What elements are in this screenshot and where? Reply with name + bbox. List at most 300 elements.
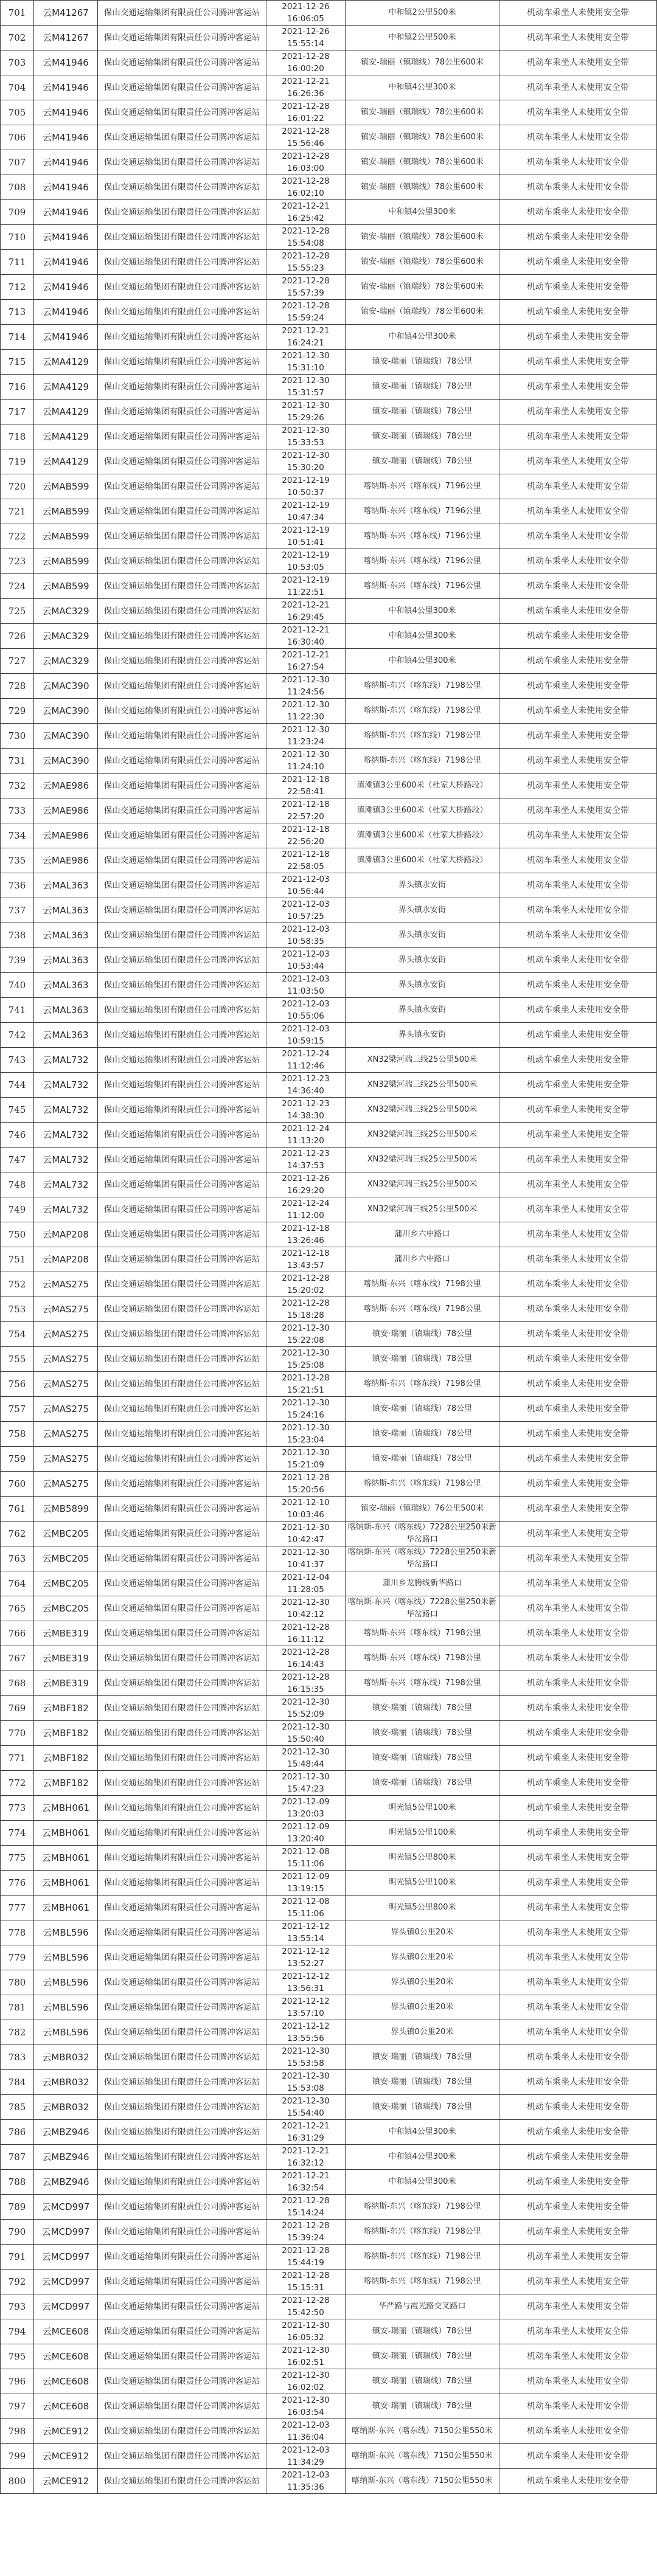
organization-cell: 保山交通运输集团有限责任公司腾冲客运站 bbox=[98, 1023, 266, 1048]
row-number-cell: 790 bbox=[1, 2220, 34, 2245]
location-cell: 镇安-瑞丽（镇瑞线）78公里600米 bbox=[346, 275, 499, 300]
violation-type-cell: 机动车乘坐人未使用安全带 bbox=[499, 549, 657, 574]
plate-number-cell: 云MAS275 bbox=[34, 1347, 98, 1372]
location-cell: XN32梁河瑞三线25公里500米 bbox=[346, 1073, 499, 1098]
plate-number-cell: 云MCD997 bbox=[34, 2294, 98, 2319]
organization-cell: 保山交通运输集团有限责任公司腾冲客运站 bbox=[98, 1148, 266, 1172]
violation-type-cell: 机动车乘坐人未使用安全带 bbox=[499, 699, 657, 724]
table-row bbox=[1, 2045, 657, 2070]
violation-type-cell: 机动车乘坐人未使用安全带 bbox=[499, 1771, 657, 1796]
plate-number-cell: 云MAB599 bbox=[34, 474, 98, 499]
plate-number-cell: 云MAC390 bbox=[34, 674, 98, 699]
table-row bbox=[1, 1871, 657, 1896]
violation-time-cell: 2021-12-30 15:30:20 bbox=[266, 449, 346, 474]
violation-time-cell: 2021-12-30 15:23:04 bbox=[266, 1422, 346, 1447]
plate-number-cell: 云M41946 bbox=[34, 300, 98, 325]
location-cell: 喀纳斯-东兴（喀东线）7228公里250米新华岔路口 bbox=[346, 1522, 499, 1546]
location-cell: 喀纳斯-东兴（喀东线）7150公里550米 bbox=[346, 2444, 499, 2469]
row-number-cell: 787 bbox=[1, 2145, 34, 2170]
table-row bbox=[1, 1721, 657, 1746]
location-cell: 中和镇4公里300米 bbox=[346, 2170, 499, 2195]
row-number-cell: 793 bbox=[1, 2294, 34, 2319]
organization-cell: 保山交通运输集团有限责任公司腾冲客运站 bbox=[98, 1247, 266, 1272]
plate-number-cell: 云MBC205 bbox=[34, 1571, 98, 1596]
location-cell: 喀纳斯-东兴（喀东线）7228公里250米新华岔路口 bbox=[346, 1546, 499, 1571]
table-row bbox=[1, 2419, 657, 2444]
plate-number-cell: 云M41946 bbox=[34, 200, 98, 225]
plate-number-cell: 云MBH061 bbox=[34, 1796, 98, 1821]
plate-number-cell: 云MBH061 bbox=[34, 1871, 98, 1896]
violation-time-cell: 2021-12-30 15:54:40 bbox=[266, 2095, 346, 2120]
table-row bbox=[1, 923, 657, 948]
table-row bbox=[1, 973, 657, 998]
violation-time-cell: 2021-12-18 13:26:46 bbox=[266, 1222, 346, 1247]
violation-type-cell: 机动车乘坐人未使用安全带 bbox=[499, 2419, 657, 2444]
organization-cell: 保山交通运输集团有限责任公司腾冲客运站 bbox=[98, 948, 266, 973]
plate-number-cell: 云MCD997 bbox=[34, 2195, 98, 2220]
location-cell: 蒲川乡六中路口 bbox=[346, 1222, 499, 1247]
plate-number-cell: 云MAL732 bbox=[34, 1073, 98, 1098]
violation-time-cell: 2021-12-30 11:24:10 bbox=[266, 749, 346, 774]
plate-number-cell: 云MBF182 bbox=[34, 1771, 98, 1796]
organization-cell: 保山交通运输集团有限责任公司腾冲客运站 bbox=[98, 1048, 266, 1073]
violation-type-cell: 机动车乘坐人未使用安全带 bbox=[499, 1696, 657, 1721]
organization-cell: 保山交通运输集团有限责任公司腾冲客运站 bbox=[98, 823, 266, 848]
table-row bbox=[1, 898, 657, 923]
location-cell: 镇安-瑞丽（镇瑞线）78公里 bbox=[346, 1447, 499, 1472]
table-row bbox=[1, 2195, 657, 2220]
violation-type-cell: 机动车乘坐人未使用安全带 bbox=[499, 275, 657, 300]
violation-type-cell: 机动车乘坐人未使用安全带 bbox=[499, 998, 657, 1023]
organization-cell: 保山交通运输集团有限责任公司腾冲客运站 bbox=[98, 1297, 266, 1322]
organization-cell: 保山交通运输集团有限责任公司腾冲客运站 bbox=[98, 2170, 266, 2195]
violation-time-cell: 2021-12-12 13:56:31 bbox=[266, 1970, 346, 1995]
organization-cell: 保山交通运输集团有限责任公司腾冲客运站 bbox=[98, 1422, 266, 1447]
violation-type-cell: 机动车乘坐人未使用安全带 bbox=[499, 1596, 657, 1621]
row-number-cell: 762 bbox=[1, 1522, 34, 1546]
row-number-cell: 744 bbox=[1, 1073, 34, 1098]
violation-time-cell: 2021-12-30 16:02:02 bbox=[266, 2369, 346, 2394]
violation-time-cell: 2021-12-28 16:03:00 bbox=[266, 150, 346, 175]
row-number-cell: 717 bbox=[1, 400, 34, 424]
organization-cell: 保山交通运输集团有限责任公司腾冲客运站 bbox=[98, 1222, 266, 1247]
location-cell: 喀纳斯-东兴（喀东线）7196公里 bbox=[346, 499, 499, 524]
violation-type-cell: 机动车乘坐人未使用安全带 bbox=[499, 1222, 657, 1247]
violation-time-cell: 2021-12-28 15:21:51 bbox=[266, 1372, 346, 1397]
plate-number-cell: 云M41946 bbox=[34, 275, 98, 300]
table-row bbox=[1, 774, 657, 798]
plate-number-cell: 云MAL732 bbox=[34, 1148, 98, 1172]
location-cell: 镇安-瑞丽（镇瑞线）78公里600米 bbox=[346, 50, 499, 75]
organization-cell: 保山交通运输集团有限责任公司腾冲客运站 bbox=[98, 599, 266, 624]
plate-number-cell: 云MBH061 bbox=[34, 1821, 98, 1846]
location-cell: 镇安-瑞丽（镇瑞线）78公里 bbox=[346, 1771, 499, 1796]
organization-cell: 保山交通运输集团有限责任公司腾冲客运站 bbox=[98, 2294, 266, 2319]
row-number-cell: 734 bbox=[1, 823, 34, 848]
plate-number-cell: 云M41946 bbox=[34, 250, 98, 275]
plate-number-cell: 云MB5899 bbox=[34, 1497, 98, 1522]
organization-cell: 保山交通运输集团有限责任公司腾冲客运站 bbox=[98, 1846, 266, 1871]
table-row bbox=[1, 1896, 657, 1920]
row-number-cell: 782 bbox=[1, 2020, 34, 2045]
violation-time-cell: 2021-12-30 15:53:08 bbox=[266, 2070, 346, 2095]
violation-time-cell: 2021-12-12 13:55:56 bbox=[266, 2020, 346, 2045]
row-number-cell: 715 bbox=[1, 350, 34, 375]
violation-time-cell: 2021-12-03 11:34:29 bbox=[266, 2444, 346, 2469]
table-row bbox=[1, 2120, 657, 2145]
violation-type-cell: 机动车乘坐人未使用安全带 bbox=[499, 2245, 657, 2270]
plate-number-cell: 云MAE986 bbox=[34, 823, 98, 848]
plate-number-cell: 云MAL363 bbox=[34, 998, 98, 1023]
plate-number-cell: 云MAC329 bbox=[34, 624, 98, 649]
table-row bbox=[1, 1497, 657, 1522]
violation-time-cell: 2021-12-03 10:57:25 bbox=[266, 898, 346, 923]
violation-time-cell: 2021-12-09 13:20:40 bbox=[266, 1821, 346, 1846]
table-row bbox=[1, 674, 657, 699]
row-number-cell: 775 bbox=[1, 1846, 34, 1871]
row-number-cell: 740 bbox=[1, 973, 34, 998]
organization-cell: 保山交通运输集团有限责任公司腾冲客运站 bbox=[98, 2394, 266, 2419]
table-row bbox=[1, 1, 657, 26]
location-cell: 中和镇2公里500米 bbox=[346, 1, 499, 26]
violation-type-cell: 机动车乘坐人未使用安全带 bbox=[499, 1048, 657, 1073]
table-row bbox=[1, 724, 657, 749]
violation-time-cell: 2021-12-30 11:22:30 bbox=[266, 699, 346, 724]
violation-time-cell: 2021-12-19 11:22:51 bbox=[266, 574, 346, 599]
violation-type-cell: 机动车乘坐人未使用安全带 bbox=[499, 2170, 657, 2195]
row-number-cell: 727 bbox=[1, 649, 34, 674]
violation-time-cell: 2021-12-26 16:29:20 bbox=[266, 1172, 346, 1197]
plate-number-cell: 云MAE986 bbox=[34, 774, 98, 798]
plate-number-cell: 云MCD997 bbox=[34, 2220, 98, 2245]
organization-cell: 保山交通运输集团有限责任公司腾冲客运站 bbox=[98, 300, 266, 325]
plate-number-cell: 云MBE319 bbox=[34, 1646, 98, 1671]
organization-cell: 保山交通运输集团有限责任公司腾冲客运站 bbox=[98, 100, 266, 125]
location-cell: 界头镇0公里20米 bbox=[346, 1970, 499, 1995]
table-row bbox=[1, 1646, 657, 1671]
table-row bbox=[1, 1322, 657, 1347]
plate-number-cell: 云MAP208 bbox=[34, 1222, 98, 1247]
plate-number-cell: 云MBL596 bbox=[34, 1970, 98, 1995]
row-number-cell: 737 bbox=[1, 898, 34, 923]
row-number-cell: 757 bbox=[1, 1397, 34, 1422]
organization-cell: 保山交通运输集团有限责任公司腾冲客运站 bbox=[98, 649, 266, 674]
plate-number-cell: 云MBZ946 bbox=[34, 2170, 98, 2195]
violation-time-cell: 2021-12-28 15:20:02 bbox=[266, 1272, 346, 1297]
violation-type-cell: 机动车乘坐人未使用安全带 bbox=[499, 2145, 657, 2170]
plate-number-cell: 云MAL732 bbox=[34, 1172, 98, 1197]
violation-time-cell: 2021-12-28 15:56:46 bbox=[266, 125, 346, 150]
plate-number-cell: 云MA4129 bbox=[34, 350, 98, 375]
violation-type-cell: 机动车乘坐人未使用安全带 bbox=[499, 300, 657, 325]
location-cell: 镇安-瑞丽（镇瑞线）78公里 bbox=[346, 2369, 499, 2394]
organization-cell: 保山交通运输集团有限责任公司腾冲客运站 bbox=[98, 1920, 266, 1945]
table-row bbox=[1, 449, 657, 474]
row-number-cell: 711 bbox=[1, 250, 34, 275]
violation-type-cell: 机动车乘坐人未使用安全带 bbox=[499, 649, 657, 674]
organization-cell: 保山交通运输集团有限责任公司腾冲客运站 bbox=[98, 125, 266, 150]
violation-time-cell: 2021-12-19 10:50:37 bbox=[266, 474, 346, 499]
violation-type-cell: 机动车乘坐人未使用安全带 bbox=[499, 574, 657, 599]
row-number-cell: 731 bbox=[1, 749, 34, 774]
table-row bbox=[1, 2145, 657, 2170]
violation-type-cell: 机动车乘坐人未使用安全带 bbox=[499, 1397, 657, 1422]
violation-time-cell: 2021-12-28 16:00:20 bbox=[266, 50, 346, 75]
location-cell: 界头镇0公里20米 bbox=[346, 1945, 499, 1970]
location-cell: 中和镇4公里300米 bbox=[346, 624, 499, 649]
table-row bbox=[1, 2095, 657, 2120]
violation-type-cell: 机动车乘坐人未使用安全带 bbox=[499, 1846, 657, 1871]
violation-time-cell: 2021-12-28 15:42:50 bbox=[266, 2294, 346, 2319]
table-row bbox=[1, 2469, 657, 2494]
row-number-cell: 774 bbox=[1, 1821, 34, 1846]
violation-time-cell: 2021-12-28 16:11:12 bbox=[266, 1621, 346, 1646]
violation-type-cell: 机动车乘坐人未使用安全带 bbox=[499, 499, 657, 524]
table-row bbox=[1, 1472, 657, 1497]
row-number-cell: 708 bbox=[1, 175, 34, 200]
violation-time-cell: 2021-12-30 15:53:58 bbox=[266, 2045, 346, 2070]
location-cell: 界头镇0公里20米 bbox=[346, 1920, 499, 1945]
violation-time-cell: 2021-12-23 14:38:30 bbox=[266, 1098, 346, 1123]
violation-type-cell: 机动车乘坐人未使用安全带 bbox=[499, 848, 657, 873]
plate-number-cell: 云MBZ946 bbox=[34, 2145, 98, 2170]
violation-time-cell: 2021-12-21 16:30:40 bbox=[266, 624, 346, 649]
violation-type-cell: 机动车乘坐人未使用安全带 bbox=[499, 2444, 657, 2469]
location-cell: XN32梁河瑞三线25公里500米 bbox=[346, 1098, 499, 1123]
row-number-cell: 769 bbox=[1, 1696, 34, 1721]
organization-cell: 保山交通运输集团有限责任公司腾冲客运站 bbox=[98, 674, 266, 699]
row-number-cell: 759 bbox=[1, 1447, 34, 1472]
organization-cell: 保山交通运输集团有限责任公司腾冲客运站 bbox=[98, 1, 266, 26]
plate-number-cell: 云MAB599 bbox=[34, 524, 98, 549]
violation-type-cell: 机动车乘坐人未使用安全带 bbox=[499, 2220, 657, 2245]
row-number-cell: 751 bbox=[1, 1247, 34, 1272]
organization-cell: 保山交通运输集团有限责任公司腾冲客运站 bbox=[98, 1896, 266, 1920]
plate-number-cell: 云MCE608 bbox=[34, 2394, 98, 2419]
row-number-cell: 738 bbox=[1, 923, 34, 948]
organization-cell: 保山交通运输集团有限责任公司腾冲客运站 bbox=[98, 1646, 266, 1671]
location-cell: 镇安-瑞丽（镇瑞线）78公里 bbox=[346, 2095, 499, 2120]
table-row bbox=[1, 200, 657, 225]
row-number-cell: 792 bbox=[1, 2270, 34, 2294]
plate-number-cell: 云M41946 bbox=[34, 150, 98, 175]
organization-cell: 保山交通运输集团有限责任公司腾冲客运站 bbox=[98, 1696, 266, 1721]
location-cell: 滇滩镇3公里600米（杜家大桥路段） bbox=[346, 798, 499, 823]
organization-cell: 保山交通运输集团有限责任公司腾冲客运站 bbox=[98, 774, 266, 798]
violation-time-cell: 2021-12-04 11:28:05 bbox=[266, 1571, 346, 1596]
row-number-cell: 766 bbox=[1, 1621, 34, 1646]
location-cell: 喀纳斯-东兴（喀东线）7198公里 bbox=[346, 1646, 499, 1671]
location-cell: 滇滩镇3公里600米（杜家大桥路段） bbox=[346, 774, 499, 798]
table-row bbox=[1, 2245, 657, 2270]
location-cell: 镇安-瑞丽（镇瑞线）78公里 bbox=[346, 1322, 499, 1347]
organization-cell: 保山交通运输集团有限责任公司腾冲客运站 bbox=[98, 1098, 266, 1123]
violation-type-cell: 机动车乘坐人未使用安全带 bbox=[499, 75, 657, 100]
location-cell: 喀纳斯-东兴（喀东线）7198公里 bbox=[346, 749, 499, 774]
organization-cell: 保山交通运输集团有限责任公司腾冲客运站 bbox=[98, 1497, 266, 1522]
plate-number-cell: 云MAL363 bbox=[34, 873, 98, 898]
violation-time-cell: 2021-12-21 16:32:12 bbox=[266, 2145, 346, 2170]
table-row bbox=[1, 1023, 657, 1048]
location-cell: XN32梁河瑞三线25公里500米 bbox=[346, 1197, 499, 1222]
violation-type-cell: 机动车乘坐人未使用安全带 bbox=[499, 1447, 657, 1472]
table-row bbox=[1, 2394, 657, 2419]
row-number-cell: 728 bbox=[1, 674, 34, 699]
violation-type-cell: 机动车乘坐人未使用安全带 bbox=[499, 898, 657, 923]
location-cell: 界头镇永安街 bbox=[346, 873, 499, 898]
organization-cell: 保山交通运输集团有限责任公司腾冲客运站 bbox=[98, 1073, 266, 1098]
location-cell: 镇安-瑞丽（镇瑞线）78公里600米 bbox=[346, 125, 499, 150]
row-number-cell: 736 bbox=[1, 873, 34, 898]
table-row bbox=[1, 1073, 657, 1098]
location-cell: 喀纳斯-东兴（喀东线）7198公里 bbox=[346, 2195, 499, 2220]
organization-cell: 保山交通运输集团有限责任公司腾冲客运站 bbox=[98, 2469, 266, 2494]
location-cell: 喀纳斯-东兴（喀东线）7198公里 bbox=[346, 2220, 499, 2245]
row-number-cell: 713 bbox=[1, 300, 34, 325]
table-row bbox=[1, 125, 657, 150]
row-number-cell: 754 bbox=[1, 1322, 34, 1347]
table-row bbox=[1, 250, 657, 275]
plate-number-cell: 云MAC390 bbox=[34, 699, 98, 724]
row-number-cell: 795 bbox=[1, 2344, 34, 2369]
violation-type-cell: 机动车乘坐人未使用安全带 bbox=[499, 1, 657, 26]
table-row bbox=[1, 2294, 657, 2319]
row-number-cell: 778 bbox=[1, 1920, 34, 1945]
table-row bbox=[1, 100, 657, 125]
organization-cell: 保山交通运输集团有限责任公司腾冲客运站 bbox=[98, 400, 266, 424]
location-cell: 镇安-瑞丽（镇瑞线）78公里 bbox=[346, 2045, 499, 2070]
location-cell: 中和镇4公里300米 bbox=[346, 75, 499, 100]
table-row bbox=[1, 1671, 657, 1696]
location-cell: 中和镇4公里300米 bbox=[346, 599, 499, 624]
table-row bbox=[1, 1596, 657, 1621]
plate-number-cell: 云MCE912 bbox=[34, 2419, 98, 2444]
violation-type-cell: 机动车乘坐人未使用安全带 bbox=[499, 1796, 657, 1821]
violation-time-cell: 2021-12-23 14:37:53 bbox=[266, 1148, 346, 1172]
violation-type-cell: 机动车乘坐人未使用安全带 bbox=[499, 2270, 657, 2294]
violation-time-cell: 2021-12-19 10:51:41 bbox=[266, 524, 346, 549]
violation-type-cell: 机动车乘坐人未使用安全带 bbox=[499, 624, 657, 649]
plate-number-cell: 云MBH061 bbox=[34, 1846, 98, 1871]
plate-number-cell: 云MA4129 bbox=[34, 375, 98, 400]
violation-type-cell: 机动车乘坐人未使用安全带 bbox=[499, 1721, 657, 1746]
organization-cell: 保山交通运输集团有限责任公司腾冲客运站 bbox=[98, 2419, 266, 2444]
table-row bbox=[1, 2170, 657, 2195]
violation-time-cell: 2021-12-18 22:58:41 bbox=[266, 774, 346, 798]
organization-cell: 保山交通运输集团有限责任公司腾冲客运站 bbox=[98, 1197, 266, 1222]
plate-number-cell: 云MAC390 bbox=[34, 724, 98, 749]
table-row bbox=[1, 1696, 657, 1721]
organization-cell: 保山交通运输集团有限责任公司腾冲客运站 bbox=[98, 2245, 266, 2270]
table-row bbox=[1, 275, 657, 300]
violation-time-cell: 2021-12-24 11:13:20 bbox=[266, 1123, 346, 1148]
row-number-cell: 755 bbox=[1, 1347, 34, 1372]
plate-number-cell: 云MBL596 bbox=[34, 2020, 98, 2045]
organization-cell: 保山交通运输集团有限责任公司腾冲客运站 bbox=[98, 424, 266, 449]
location-cell: 镇安-瑞丽（镇瑞线）78公里 bbox=[346, 449, 499, 474]
violation-type-cell: 机动车乘坐人未使用安全带 bbox=[499, 2095, 657, 2120]
organization-cell: 保山交通运输集团有限责任公司腾冲客运站 bbox=[98, 1995, 266, 2020]
violation-time-cell: 2021-12-19 10:47:34 bbox=[266, 499, 346, 524]
violation-time-cell: 2021-12-30 15:24:16 bbox=[266, 1397, 346, 1422]
violation-type-cell: 机动车乘坐人未使用安全带 bbox=[499, 1073, 657, 1098]
table-row bbox=[1, 2444, 657, 2469]
row-number-cell: 771 bbox=[1, 1746, 34, 1771]
location-cell: 镇安-瑞丽（镇瑞线）78公里600米 bbox=[346, 175, 499, 200]
violation-type-cell: 机动车乘坐人未使用安全带 bbox=[499, 2120, 657, 2145]
violation-time-cell: 2021-12-30 10:42:47 bbox=[266, 1522, 346, 1546]
violation-time-cell: 2021-12-03 10:58:35 bbox=[266, 923, 346, 948]
table-row bbox=[1, 649, 657, 674]
plate-number-cell: 云MBF182 bbox=[34, 1721, 98, 1746]
location-cell: 界头镇永安街 bbox=[346, 973, 499, 998]
violation-time-cell: 2021-12-30 15:47:23 bbox=[266, 1771, 346, 1796]
violation-time-cell: 2021-12-30 16:02:51 bbox=[266, 2344, 346, 2369]
organization-cell: 保山交通运输集团有限责任公司腾冲客运站 bbox=[98, 1472, 266, 1497]
location-cell: XN32梁河瑞三线25公里500米 bbox=[346, 1123, 499, 1148]
row-number-cell: 745 bbox=[1, 1098, 34, 1123]
organization-cell: 保山交通运输集团有限责任公司腾冲客运站 bbox=[98, 873, 266, 898]
row-number-cell: 724 bbox=[1, 574, 34, 599]
organization-cell: 保山交通运输集团有限责任公司腾冲客运站 bbox=[98, 275, 266, 300]
organization-cell: 保山交通运输集团有限责任公司腾冲客运站 bbox=[98, 1970, 266, 1995]
violation-time-cell: 2021-12-12 13:57:10 bbox=[266, 1995, 346, 2020]
location-cell: 喀纳斯-东兴（喀东线）7198公里 bbox=[346, 724, 499, 749]
table-row bbox=[1, 1945, 657, 1970]
table-row bbox=[1, 1197, 657, 1222]
plate-number-cell: 云MBF182 bbox=[34, 1746, 98, 1771]
row-number-cell: 701 bbox=[1, 1, 34, 26]
row-number-cell: 729 bbox=[1, 699, 34, 724]
plate-number-cell: 云M41946 bbox=[34, 325, 98, 350]
table-row bbox=[1, 1247, 657, 1272]
organization-cell: 保山交通运输集团有限责任公司腾冲客运站 bbox=[98, 2120, 266, 2145]
violation-time-cell: 2021-12-18 22:58:05 bbox=[266, 848, 346, 873]
organization-cell: 保山交通运输集团有限责任公司腾冲客运站 bbox=[98, 1945, 266, 1970]
location-cell: 滇滩镇3公里600米（杜家大桥路段） bbox=[346, 848, 499, 873]
organization-cell: 保山交通运输集团有限责任公司腾冲客运站 bbox=[98, 1123, 266, 1148]
row-number-cell: 799 bbox=[1, 2444, 34, 2469]
location-cell: 喀纳斯-东兴（喀东线）7198公里 bbox=[346, 1372, 499, 1397]
violation-type-cell: 机动车乘坐人未使用安全带 bbox=[499, 1546, 657, 1571]
organization-cell: 保山交通运输集团有限责任公司腾冲客运站 bbox=[98, 1596, 266, 1621]
row-number-cell: 777 bbox=[1, 1896, 34, 1920]
violation-type-cell: 机动车乘坐人未使用安全带 bbox=[499, 26, 657, 50]
violation-type-cell: 机动车乘坐人未使用安全带 bbox=[499, 1322, 657, 1347]
violation-type-cell: 机动车乘坐人未使用安全带 bbox=[499, 250, 657, 275]
violation-time-cell: 2021-12-24 11:12:46 bbox=[266, 1048, 346, 1073]
violation-type-cell: 机动车乘坐人未使用安全带 bbox=[499, 599, 657, 624]
location-cell: 喀纳斯-东兴（喀东线）7198公里 bbox=[346, 699, 499, 724]
violation-type-cell: 机动车乘坐人未使用安全带 bbox=[499, 225, 657, 250]
violation-time-cell: 2021-12-26 15:55:14 bbox=[266, 26, 346, 50]
row-number-cell: 706 bbox=[1, 125, 34, 150]
location-cell: 镇安-瑞丽（镇瑞线）78公里 bbox=[346, 1422, 499, 1447]
violation-time-cell: 2021-12-19 10:53:05 bbox=[266, 549, 346, 574]
plate-number-cell: 云MBR032 bbox=[34, 2070, 98, 2095]
table-row bbox=[1, 1272, 657, 1297]
row-number-cell: 710 bbox=[1, 225, 34, 250]
violation-type-cell: 机动车乘坐人未使用安全带 bbox=[499, 2469, 657, 2494]
violation-type-cell: 机动车乘坐人未使用安全带 bbox=[499, 350, 657, 375]
location-cell: 蒲川乡龙腾线新华路口 bbox=[346, 1571, 499, 1596]
location-cell: 界头镇永安街 bbox=[346, 898, 499, 923]
plate-number-cell: 云MAC329 bbox=[34, 599, 98, 624]
organization-cell: 保山交通运输集团有限责任公司腾冲客运站 bbox=[98, 923, 266, 948]
plate-number-cell: 云MA4129 bbox=[34, 424, 98, 449]
violation-type-cell: 机动车乘坐人未使用安全带 bbox=[499, 1172, 657, 1197]
violation-time-cell: 2021-12-23 14:36:40 bbox=[266, 1073, 346, 1098]
